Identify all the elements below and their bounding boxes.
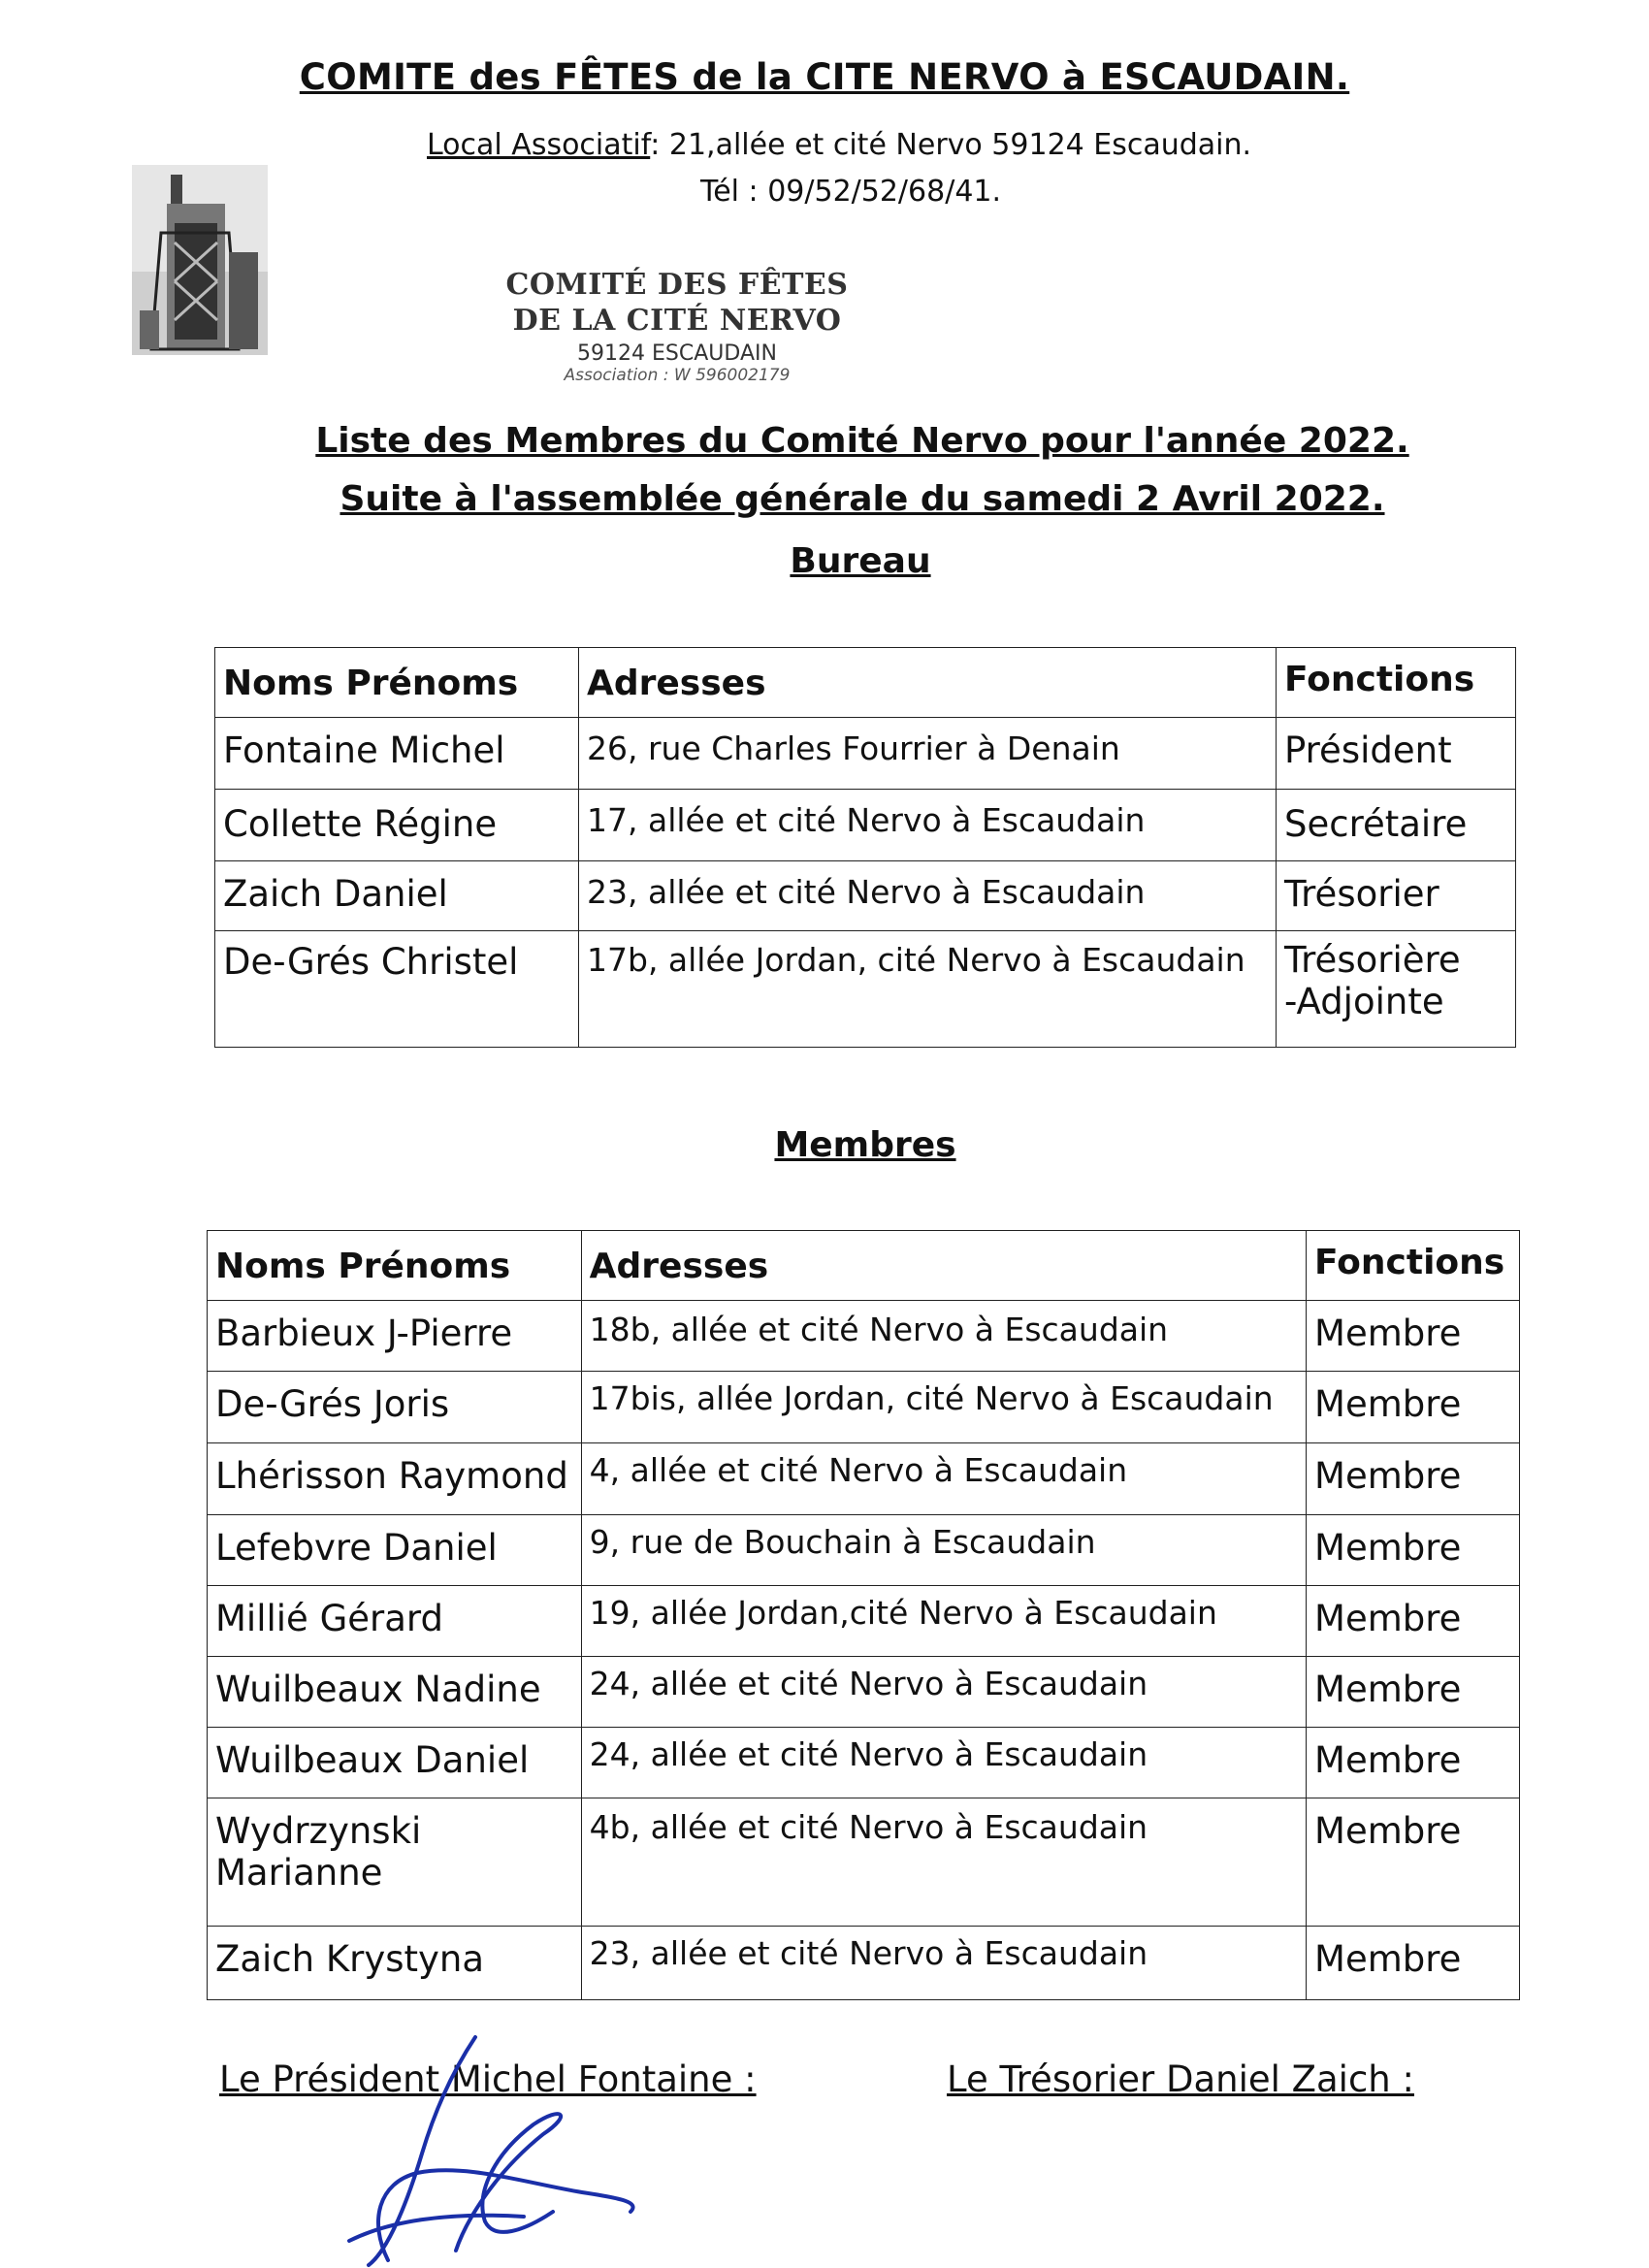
column-header: Fonctions xyxy=(1277,648,1516,718)
column-header: Adresses xyxy=(581,1231,1306,1301)
table-row xyxy=(208,1728,1520,1798)
address-cell: 18b, allée et cité Nervo à Escaudain xyxy=(581,1301,1306,1372)
name-cell: Zaich Daniel xyxy=(215,861,579,931)
name-cell: Fontaine Michel xyxy=(215,718,579,790)
table-row xyxy=(208,1443,1520,1515)
tresorier-signature-label: Le Trésorier Daniel Zaich : xyxy=(947,2058,1414,2100)
table-row xyxy=(215,861,1516,931)
address-cell: 4b, allée et cité Nervo à Escaudain xyxy=(581,1798,1306,1927)
address-cell: 23, allée et cité Nervo à Escaudain xyxy=(581,1927,1306,2000)
function-cell: Membre xyxy=(1307,1372,1520,1443)
function-cell: Membre xyxy=(1307,1443,1520,1515)
name-cell: Lhérisson Raymond xyxy=(208,1443,582,1515)
members-table xyxy=(207,1230,1520,2000)
name-cell: Barbieux J-Pierre xyxy=(208,1301,582,1372)
function-cell: Membre xyxy=(1307,1586,1520,1657)
table-row xyxy=(215,931,1516,1048)
function-cell: Membre xyxy=(1307,1927,1520,2000)
document-title: COMITE des FÊTES de la CITE NERVO à ESCAUDAIN. xyxy=(299,56,1350,98)
bureau-heading: Bureau xyxy=(790,541,931,581)
name-cell: Wuilbeaux Nadine xyxy=(208,1657,582,1728)
column-header: Noms Prénoms xyxy=(215,648,579,718)
stamp-line-2: DE LA CITÉ NERVO xyxy=(512,304,842,338)
name-cell xyxy=(208,1798,582,1927)
local-address xyxy=(427,128,1251,162)
membres-heading: Membres xyxy=(774,1125,956,1165)
telephone: Tél : 09/52/52/68/41. xyxy=(700,175,1002,209)
table-row xyxy=(215,790,1516,861)
function-cell: Membre xyxy=(1307,1798,1520,1927)
table-row xyxy=(208,1657,1520,1728)
name-cell: Lefebvre Daniel xyxy=(208,1515,582,1586)
column-header: Adresses xyxy=(579,648,1277,718)
table-row xyxy=(208,1301,1520,1372)
address-cell: 24, allée et cité Nervo à Escaudain xyxy=(581,1657,1306,1728)
stamp-line-4: Association : W 596002179 xyxy=(564,366,791,385)
address-cell: 23, allée et cité Nervo à Escaudain xyxy=(579,861,1277,931)
function-line-1: Trésorière xyxy=(1284,939,1461,981)
function-cell: Président xyxy=(1277,718,1516,790)
function-cell: Trésorier xyxy=(1277,861,1516,931)
function-cell: Membre xyxy=(1307,1515,1520,1586)
association-stamp xyxy=(502,268,852,385)
function-cell xyxy=(1277,931,1516,1048)
table-row xyxy=(208,1372,1520,1443)
list-heading: Liste des Membres du Comité Nervo pour l'année 2022. xyxy=(315,421,1409,461)
handwritten-signature xyxy=(330,2027,650,2268)
local-label: Local Associatif xyxy=(427,128,651,162)
stamp-line-3: 59124 ESCAUDAIN xyxy=(577,341,777,366)
table-header-row xyxy=(215,648,1516,718)
table-row xyxy=(215,718,1516,790)
function-cell: Secrétaire xyxy=(1277,790,1516,861)
address-cell: 24, allée et cité Nervo à Escaudain xyxy=(581,1728,1306,1798)
table-row xyxy=(208,1927,1520,2000)
table-row xyxy=(208,1798,1520,1927)
column-header: Fonctions xyxy=(1307,1231,1520,1301)
bureau-table xyxy=(214,647,1516,1048)
function-line-2: -Adjointe xyxy=(1284,981,1444,1022)
function-cell: Membre xyxy=(1307,1728,1520,1798)
local-value: : 21,allée et cité Nervo 59124 Escaudain. xyxy=(650,128,1252,162)
address-cell: 17bis, allée Jordan, cité Nervo à Escaudain xyxy=(581,1372,1306,1443)
name-line-2: Marianne xyxy=(215,1852,383,1894)
address-cell: 17, allée et cité Nervo à Escaudain xyxy=(579,790,1277,861)
address-cell: 4, allée et cité Nervo à Escaudain xyxy=(581,1443,1306,1515)
address-cell: 19, allée Jordan,cité Nervo à Escaudain xyxy=(581,1586,1306,1657)
column-header: Noms Prénoms xyxy=(208,1231,582,1301)
stamp-line-1: COMITÉ DES FÊTES xyxy=(505,268,849,302)
name-cell: Millié Gérard xyxy=(208,1586,582,1657)
industrial-tower-logo xyxy=(132,165,268,355)
address-cell: 9, rue de Bouchain à Escaudain xyxy=(581,1515,1306,1586)
president-signature-label: Le Président Michel Fontaine : xyxy=(219,2058,757,2100)
table-row xyxy=(208,1586,1520,1657)
assembly-heading: Suite à l'assemblée générale du samedi 2 Avril 2022. xyxy=(340,479,1385,519)
name-cell: Zaich Krystyna xyxy=(208,1927,582,2000)
table-header-row xyxy=(208,1231,1520,1301)
name-cell: Collette Régine xyxy=(215,790,579,861)
address-cell: 17b, allée Jordan, cité Nervo à Escaudain xyxy=(579,931,1277,1048)
name-cell: Wuilbeaux Daniel xyxy=(208,1728,582,1798)
name-cell: De-Grés Christel xyxy=(215,931,579,1048)
function-cell: Membre xyxy=(1307,1301,1520,1372)
address-cell: 26, rue Charles Fourrier à Denain xyxy=(579,718,1277,790)
function-cell: Membre xyxy=(1307,1657,1520,1728)
name-cell: De-Grés Joris xyxy=(208,1372,582,1443)
name-line-1: Wydrzynski xyxy=(215,1810,422,1852)
table-row xyxy=(208,1515,1520,1586)
